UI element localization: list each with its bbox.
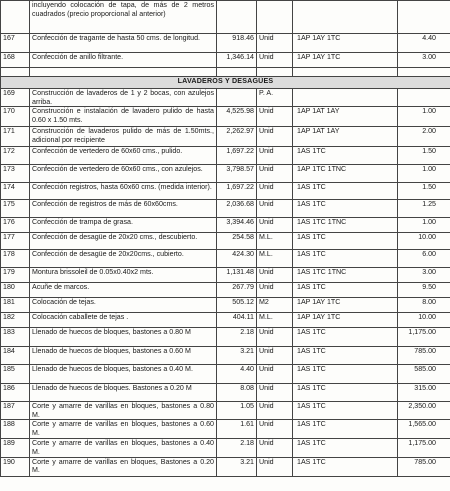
unit-price: 254.58 bbox=[217, 233, 257, 250]
unit-price: 1,697.22 bbox=[217, 183, 257, 200]
row-number: 184 bbox=[1, 347, 30, 365]
item-description: Confección de desagüe de 20x20cms., cubierto. bbox=[30, 250, 217, 268]
row-number: 169 bbox=[1, 89, 30, 107]
table-row bbox=[1, 34, 450, 53]
labor-code: 1AP 1AT 1AY bbox=[293, 107, 398, 127]
row-number: 170 bbox=[1, 107, 30, 127]
unit: Unid bbox=[257, 165, 293, 183]
unit-price: 8.08 bbox=[217, 384, 257, 402]
item-description: incluyendo colocación de tapa, de más de 2 metros cuadrados (precio proporcional al anterior) bbox=[30, 1, 217, 34]
labor-code: 1AS 1TC bbox=[293, 200, 398, 218]
quantity: 1.50 bbox=[398, 183, 450, 200]
table-row bbox=[1, 328, 450, 347]
unit: Unid bbox=[257, 200, 293, 218]
item-description: Confección de anillo filtrante. bbox=[30, 53, 217, 68]
unit: Unid bbox=[257, 439, 293, 457]
unit-price: 3,394.46 bbox=[217, 218, 257, 233]
unit-price: 2.18 bbox=[217, 328, 257, 347]
item-description: Confección de vertedero de 60x60 cms., con azulejos. bbox=[30, 165, 217, 183]
empty-cell bbox=[293, 68, 398, 77]
unit-price: 1,697.22 bbox=[217, 147, 257, 165]
table-row bbox=[1, 147, 450, 165]
row-number: 182 bbox=[1, 313, 30, 328]
table-row bbox=[1, 200, 450, 218]
row-number: 172 bbox=[1, 147, 30, 165]
labor-code: 1AS 1TC bbox=[293, 420, 398, 439]
quantity: 8.00 bbox=[398, 298, 450, 313]
row-number: 189 bbox=[1, 439, 30, 457]
quantity: 1.00 bbox=[398, 165, 450, 183]
unit-price: 505.12 bbox=[217, 298, 257, 313]
row-number: 188 bbox=[1, 420, 30, 439]
unit: Unid bbox=[257, 365, 293, 384]
unit: Unid bbox=[257, 420, 293, 439]
quantity: 1,565.00 bbox=[398, 420, 450, 439]
continuation-row bbox=[1, 1, 450, 34]
unit: Unid bbox=[257, 402, 293, 420]
unit: Unid bbox=[257, 53, 293, 68]
unit: M.L. bbox=[257, 233, 293, 250]
labor-code bbox=[293, 89, 398, 107]
empty-cell bbox=[1, 68, 30, 77]
unit: Unid bbox=[257, 218, 293, 233]
row-number: 179 bbox=[1, 268, 30, 283]
labor-code: 1AS 1TC bbox=[293, 250, 398, 268]
quantity bbox=[398, 1, 450, 34]
unit: Unid bbox=[257, 34, 293, 53]
quantity: 785.00 bbox=[398, 457, 450, 476]
table-row bbox=[1, 127, 450, 147]
item-description: Llenado de huecos de bloques, bastones a 0.40 M. bbox=[30, 365, 217, 384]
quantity: 2.00 bbox=[398, 127, 450, 147]
item-description: Corte y amarre de varillas en bloques, Bastones a 0.20 M. bbox=[30, 457, 217, 476]
item-description: Corte y amarre de varillas en bloques, bastones a 0.40 M. bbox=[30, 439, 217, 457]
unit-price: 424.30 bbox=[217, 250, 257, 268]
unit: Unid bbox=[257, 183, 293, 200]
row-number: 173 bbox=[1, 165, 30, 183]
item-description: Llenado de huecos de bloques, bastones a 0.60 M bbox=[30, 347, 217, 365]
item-description: Acuñe de marcos. bbox=[30, 283, 217, 298]
unit: Unid bbox=[257, 328, 293, 347]
row-number: 186 bbox=[1, 384, 30, 402]
row-number: 181 bbox=[1, 298, 30, 313]
quantity: 785.00 bbox=[398, 347, 450, 365]
unit-price: 3.21 bbox=[217, 457, 257, 476]
labor-code: 1AS 1TC bbox=[293, 402, 398, 420]
quantity: 3.00 bbox=[398, 53, 450, 68]
item-description: Construcción e instalación de lavadero pulido de hasta 0.60 x 1.50 mts. bbox=[30, 107, 217, 127]
unit: P. A. bbox=[257, 89, 293, 107]
empty-cell bbox=[398, 68, 450, 77]
quantity: 585.00 bbox=[398, 365, 450, 384]
unit: M.L. bbox=[257, 250, 293, 268]
quantity: 1.00 bbox=[398, 218, 450, 233]
unit-price: 4,525.98 bbox=[217, 107, 257, 127]
labor-code: 1AS 1TC bbox=[293, 384, 398, 402]
unit-price: 1.05 bbox=[217, 402, 257, 420]
unit-price: 2,036.68 bbox=[217, 200, 257, 218]
unit-price: 1,131.48 bbox=[217, 268, 257, 283]
labor-code: 1AP 1AY 1TC bbox=[293, 53, 398, 68]
unit: Unid bbox=[257, 268, 293, 283]
table-row bbox=[1, 402, 450, 420]
row-number: 174 bbox=[1, 183, 30, 200]
row-number: 180 bbox=[1, 283, 30, 298]
unit-price bbox=[217, 89, 257, 107]
unit: Unid bbox=[257, 127, 293, 147]
unit: Unid bbox=[257, 457, 293, 476]
labor-code: 1AS 1TC bbox=[293, 457, 398, 476]
quantity bbox=[398, 89, 450, 107]
item-description: Confección de trampa de grasa. bbox=[30, 218, 217, 233]
row-number: 167 bbox=[1, 34, 30, 53]
table-row bbox=[1, 183, 450, 200]
table-row bbox=[1, 283, 450, 298]
labor-code bbox=[293, 1, 398, 34]
unit-price: 1.61 bbox=[217, 420, 257, 439]
unit: Unid bbox=[257, 107, 293, 127]
row-number: 178 bbox=[1, 250, 30, 268]
quantity: 1.50 bbox=[398, 147, 450, 165]
quantity: 1,175.00 bbox=[398, 439, 450, 457]
unit: Unid bbox=[257, 384, 293, 402]
item-description: Confección de registros de más de 60x60cms. bbox=[30, 200, 217, 218]
item-description: Confección registros, hasta 60x60 cms. (medida interior). bbox=[30, 183, 217, 200]
table-row bbox=[1, 313, 450, 328]
unit-price: 4.40 bbox=[217, 365, 257, 384]
table-row bbox=[1, 457, 450, 476]
table-row bbox=[1, 233, 450, 250]
labor-code: 1AS 1TC bbox=[293, 347, 398, 365]
quantity: 4.40 bbox=[398, 34, 450, 53]
item-description: Colocación caballete de tejas . bbox=[30, 313, 217, 328]
table-row bbox=[1, 298, 450, 313]
unit-price: 404.11 bbox=[217, 313, 257, 328]
unit-price: 1,346.14 bbox=[217, 53, 257, 68]
unit-price: 918.46 bbox=[217, 34, 257, 53]
item-description: Corte y amarre de varillas en bloques, bastones a 0.60 M. bbox=[30, 420, 217, 439]
unit-price: 2.18 bbox=[217, 439, 257, 457]
labor-code: 1AP 1AY 1TC bbox=[293, 298, 398, 313]
unit: M2 bbox=[257, 298, 293, 313]
labor-code: 1AS 1TC bbox=[293, 365, 398, 384]
item-description: Construcción de lavaderos de 1 y 2 bocas, con azulejos arriba. bbox=[30, 89, 217, 107]
unit: M.L. bbox=[257, 313, 293, 328]
item-description: Confección de vertedero de 60x60 cms., pulido. bbox=[30, 147, 217, 165]
labor-code: 1AP 1AY 1TC bbox=[293, 34, 398, 53]
row-number: 183 bbox=[1, 328, 30, 347]
labor-code: 1AP 1AY 1TC bbox=[293, 313, 398, 328]
row-number: 176 bbox=[1, 218, 30, 233]
table-row bbox=[1, 347, 450, 365]
table-row bbox=[1, 420, 450, 439]
item-description: Construcción de lavaderos pulido de más de 1.50mts., adicional por recipiente bbox=[30, 127, 217, 147]
table-row bbox=[1, 53, 450, 68]
quantity: 10.00 bbox=[398, 233, 450, 250]
row-number: 185 bbox=[1, 365, 30, 384]
table-row bbox=[1, 439, 450, 457]
unit-price: 3.21 bbox=[217, 347, 257, 365]
table-row bbox=[1, 165, 450, 183]
labor-code: 1AS 1TC bbox=[293, 439, 398, 457]
labor-code: 1AP 1TC 1TNC bbox=[293, 165, 398, 183]
unit-price: 267.79 bbox=[217, 283, 257, 298]
labor-code: 1AS 1TC bbox=[293, 328, 398, 347]
item-description: Confección de desagüe de 20x20 cms., descubierto. bbox=[30, 233, 217, 250]
price-table-body bbox=[1, 1, 450, 477]
table-row bbox=[1, 365, 450, 384]
unit-price: 3,798.57 bbox=[217, 165, 257, 183]
table-row bbox=[1, 89, 450, 107]
row-number: 190 bbox=[1, 457, 30, 476]
unit: Unid bbox=[257, 147, 293, 165]
quantity: 2,350.00 bbox=[398, 402, 450, 420]
unit bbox=[257, 1, 293, 34]
item-description: Colocación de tejas. bbox=[30, 298, 217, 313]
labor-code: 1AS 1TC 1TNC bbox=[293, 268, 398, 283]
quantity: 9.50 bbox=[398, 283, 450, 298]
section-heading-row bbox=[1, 77, 450, 89]
section-title: LAVADEROS Y DESAGÜES bbox=[1, 77, 450, 89]
row-number: 171 bbox=[1, 127, 30, 147]
row-number: 187 bbox=[1, 402, 30, 420]
unit-price: 2,262.97 bbox=[217, 127, 257, 147]
empty-cell bbox=[30, 68, 217, 77]
labor-code: 1AS 1TC 1TNC bbox=[293, 218, 398, 233]
table-row bbox=[1, 218, 450, 233]
labor-code: 1AP 1AT 1AY bbox=[293, 127, 398, 147]
unit: Unid bbox=[257, 283, 293, 298]
table-row bbox=[1, 107, 450, 127]
quantity: 3.00 bbox=[398, 268, 450, 283]
item-description: Confección de tragante de hasta 50 cms. de longitud. bbox=[30, 34, 217, 53]
labor-code: 1AS 1TC bbox=[293, 147, 398, 165]
empty-cell bbox=[217, 68, 257, 77]
quantity: 1.25 bbox=[398, 200, 450, 218]
row-number: 177 bbox=[1, 233, 30, 250]
labor-code: 1AS 1TC bbox=[293, 183, 398, 200]
labor-code: 1AS 1TC bbox=[293, 233, 398, 250]
unit-price bbox=[217, 1, 257, 34]
quantity: 10.00 bbox=[398, 313, 450, 328]
item-description: Llenado de huecos de bloques. Bastones a 0.20 M bbox=[30, 384, 217, 402]
quantity: 6.00 bbox=[398, 250, 450, 268]
quantity: 1.00 bbox=[398, 107, 450, 127]
quantity: 1,175.00 bbox=[398, 328, 450, 347]
row-number: 168 bbox=[1, 53, 30, 68]
row-number: 175 bbox=[1, 200, 30, 218]
table-row bbox=[1, 384, 450, 402]
row-number bbox=[1, 1, 30, 34]
table-row bbox=[1, 268, 450, 283]
item-description: Corte y amarre de varillas en bloques, bastones a 0.80 M. bbox=[30, 402, 217, 420]
quantity: 315.00 bbox=[398, 384, 450, 402]
item-description: Montura brissoleil de 0.05x0.40x2 mts. bbox=[30, 268, 217, 283]
item-description: Llenado de huecos de bloques, bastones a 0.80 M bbox=[30, 328, 217, 347]
unit: Unid bbox=[257, 347, 293, 365]
labor-code: 1AS 1TC bbox=[293, 283, 398, 298]
spacer-row bbox=[1, 68, 450, 77]
empty-cell bbox=[257, 68, 293, 77]
table-row bbox=[1, 250, 450, 268]
